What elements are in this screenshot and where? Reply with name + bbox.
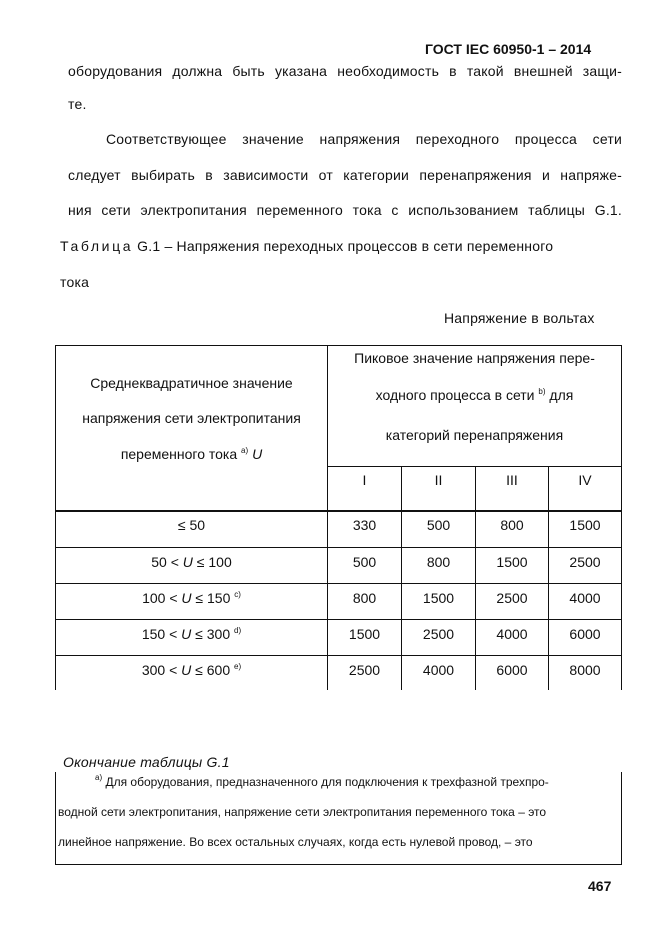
table-caption-continued: тока <box>60 274 90 290</box>
value-cell: 4000 <box>496 626 528 642</box>
voltage-range-cell <box>56 517 327 533</box>
table-row-line <box>55 583 622 584</box>
table-column-line <box>475 466 476 690</box>
footnote-ref: e) <box>234 662 242 671</box>
range-text: 300 < <box>141 662 182 678</box>
value-cell: 2500 <box>348 662 381 678</box>
table-row-line <box>55 655 622 656</box>
range-text: ≤ 150 <box>191 590 231 606</box>
table-caption-word: Таблица <box>60 238 134 254</box>
category-header-iv: IV <box>578 472 592 488</box>
range-text: ≤ 300 <box>191 626 231 642</box>
group-header-line2 <box>328 387 621 403</box>
value-cell: 2500 <box>569 554 601 570</box>
range-text: 50 < <box>151 554 183 570</box>
group-header-text: ходного процесса в сети <box>375 387 535 403</box>
value-cell: 500 <box>352 554 377 570</box>
range-text: 100 < <box>142 590 182 606</box>
value-cell: 500 <box>426 517 451 533</box>
value-cell: 1500 <box>569 517 601 533</box>
page-number: 467 <box>588 878 612 894</box>
voltage-range-cell <box>56 626 327 642</box>
range-text: ≤ 600 <box>191 662 231 678</box>
paragraph-line: те. <box>68 96 87 112</box>
value-cell: 800 <box>500 517 524 533</box>
note-line <box>95 773 549 789</box>
category-header-iii: III <box>506 472 518 488</box>
category-header-i: I <box>362 472 367 488</box>
note-line: водной сети электропитания, напряжение сети электропитания переменного тока – это <box>58 805 547 819</box>
note-text: Для оборудования, предназначенного для подключения к трехфазной трехпро- <box>105 775 549 789</box>
category-header-ii: II <box>434 472 443 488</box>
column-header-rms-line1: Среднеквадратичное значение <box>90 375 293 391</box>
value-cell: 800 <box>426 554 451 570</box>
units-note: Напряжение в вольтах <box>444 310 595 326</box>
note-line: линейное напряжение. Во всех остальных случаях, когда есть нулевой провод, – это <box>58 835 533 849</box>
paragraph-line: следует выбирать в зависимости от категории перенапряжения и напряже- <box>68 167 622 183</box>
column-header-rms-line2: напряжения сети электропитания <box>82 410 301 426</box>
table-column-line <box>401 466 402 690</box>
column-header-rms-text: переменного тока <box>120 446 238 462</box>
variable-u: U <box>252 446 263 462</box>
value-cell: 1500 <box>422 590 455 606</box>
notes-border-right <box>621 772 622 864</box>
value-cell: 4000 <box>569 590 601 606</box>
paragraph-line: оборудования должна быть указана необходимость в такой внешней защи- <box>68 63 622 79</box>
variable-u: U <box>181 662 192 678</box>
range-text: 150 < <box>141 626 182 642</box>
document-header: ГОСТ IEC 60950-1 – 2014 <box>425 41 592 57</box>
variable-u: U <box>181 590 192 606</box>
value-cell: 2500 <box>422 626 455 642</box>
table-caption <box>60 238 553 254</box>
value-cell: 1500 <box>348 626 381 642</box>
variable-u: U <box>182 554 193 570</box>
notes-border-bottom <box>55 864 622 865</box>
paragraph-line: ния сети электропитания переменного тока с использованием таблицы G.1. <box>68 202 622 218</box>
value-cell: 8000 <box>569 662 601 678</box>
table-row-line <box>55 619 622 620</box>
value-cell: 2500 <box>496 590 528 606</box>
value-cell: 800 <box>352 590 377 606</box>
table-border-right <box>621 345 622 690</box>
table-border-top <box>55 345 622 346</box>
column-header-rms-line3 <box>56 446 327 462</box>
range-text: ≤ 50 <box>177 517 206 533</box>
table-row-line <box>55 547 622 548</box>
footnote-ref: a) <box>95 773 103 782</box>
value-cell: 330 <box>352 517 377 533</box>
table-header-bottom <box>55 510 622 512</box>
group-header-line1: Пиковое значение напряжения пере- <box>354 350 595 366</box>
voltage-range-cell <box>56 554 327 570</box>
value-cell: 6000 <box>569 626 601 642</box>
notes-border-left <box>55 772 56 864</box>
group-header-tail: для <box>549 387 574 403</box>
table-caption-text: G.1 – Напряжения переходных процессов в сети переменного <box>133 238 554 254</box>
value-cell: 4000 <box>422 662 455 678</box>
group-header-line3: категорий перенапряжения <box>385 427 564 443</box>
footnote-ref: c) <box>234 590 241 599</box>
value-cell: 6000 <box>496 662 528 678</box>
paragraph-line: Соответствующее значение напряжения переходного процесса сети <box>106 131 622 147</box>
footnote-ref: d) <box>234 626 242 635</box>
value-cell: 1500 <box>496 554 528 570</box>
table-column-line <box>548 466 549 690</box>
continuation-title: Окончание таблицы G.1 <box>63 754 230 770</box>
footnote-ref: b) <box>538 387 546 396</box>
voltage-range-cell <box>56 590 327 606</box>
range-text: ≤ 100 <box>192 554 232 570</box>
footnote-ref: a) <box>241 446 249 455</box>
variable-u: U <box>181 626 192 642</box>
voltage-range-cell <box>56 662 327 678</box>
